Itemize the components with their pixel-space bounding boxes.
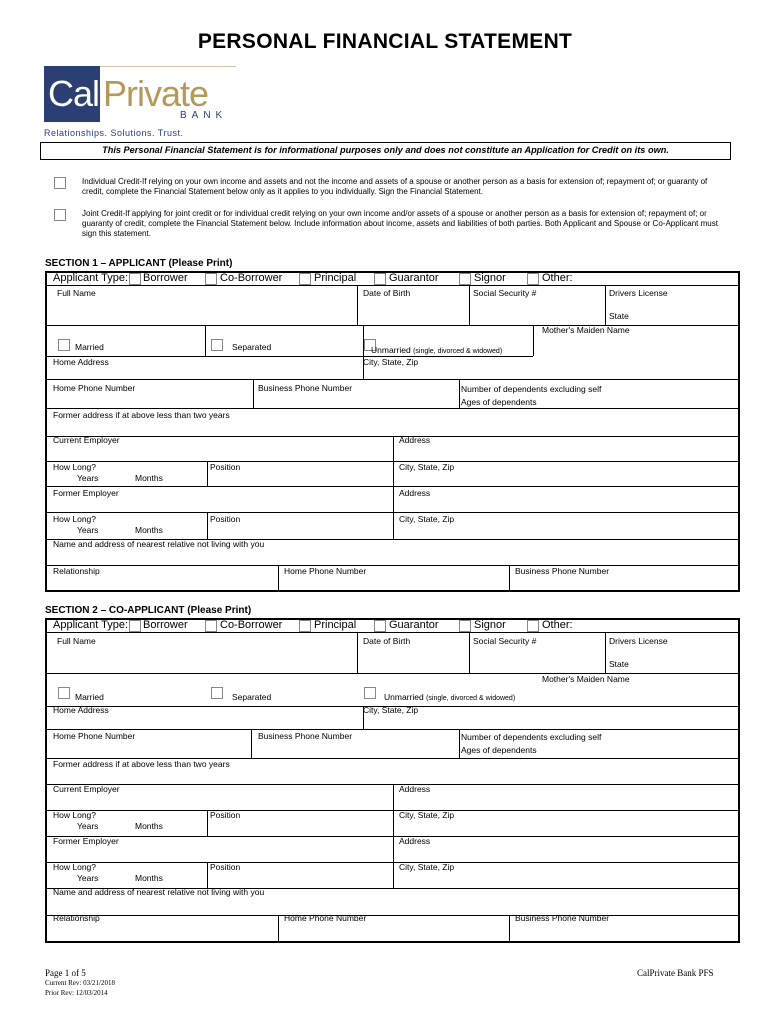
s2-ssn-field[interactable]: Social Security # [473,636,537,646]
joint-credit-checkbox[interactable] [54,209,66,221]
s1-dependents-field[interactable]: Number of dependents excluding self [461,384,602,394]
s1-former-years-label: Years [77,525,99,535]
s2-employer-address-field[interactable]: Address [399,784,431,794]
s1-guarantor-checkbox[interactable] [374,273,386,285]
joint-credit-text: Joint Credit-If applying for joint credit or for individual credit relying on your own income and/or assets of a spouse or another person as a basis for extension of; repayment of; or guaranty of credit, complete the Financial Statement below. Include information about income, assets and liabilities of both parties. Both Applicant and Spouse or Co-Applicant must sign this statement. [82,209,718,238]
s2-married-checkbox[interactable] [58,687,70,699]
s2-unmarried-note: (single, divorced & widowed) [426,695,516,702]
s2-co-borrower-checkbox[interactable] [205,620,217,632]
s1-rel-business-phone-field[interactable]: Business Phone Number [515,566,610,576]
s2-home-address-field[interactable]: Home Address [53,705,109,715]
s1-business-phone-field[interactable]: Business Phone Number [258,383,353,393]
s1-months-label: Months [135,473,163,483]
s1-signor-label: Signor [474,272,506,284]
s2-other-checkbox[interactable] [527,620,539,632]
logo-rule [100,66,236,67]
s1-drivers-license-field[interactable]: Drivers License [609,288,668,298]
s2-former-address-field[interactable]: Former address if at above less than two years [53,759,230,769]
s1-rel-home-phone-field[interactable]: Home Phone Number [284,566,367,576]
s1-separated-checkbox[interactable] [211,339,223,351]
s2-dob-field[interactable]: Date of Birth [363,636,411,646]
s2-ages-field[interactable]: Ages of dependents [461,745,537,755]
s2-guarantor-label: Guarantor [389,619,439,631]
s1-employer-city-field[interactable]: City, State, Zip [399,462,455,472]
s2-years-label: Years [77,821,99,831]
s2-how-long-field[interactable]: How Long? [53,810,97,820]
s1-years-label: Years [77,473,99,483]
logo-bank: BANK [180,110,228,121]
s2-former-position-field[interactable]: Position [210,862,241,872]
s1-other-label: Other: [542,272,573,284]
s1-separated-label: Separated [232,342,272,352]
s2-separated-label: Separated [232,692,272,702]
s1-borrower-label: Borrower [143,272,188,284]
s1-unmarried-note: (single, divorced & widowed) [413,348,503,355]
s2-business-phone-field[interactable]: Business Phone Number [258,731,353,741]
s1-former-city-field[interactable]: City, State, Zip [399,514,455,524]
section2-title: SECTION 2 – CO-APPLICANT (Please Print) [45,605,252,616]
section1-title: SECTION 1 – APPLICANT (Please Print) [45,258,233,269]
s1-former-months-label: Months [135,525,163,535]
disclaimer-box [40,142,731,160]
s2-former-months-label: Months [135,873,163,883]
logo-word-cal: Cal [48,73,100,114]
s2-former-how-long-field[interactable]: How Long? [53,862,97,872]
s2-married-label: Married [75,692,104,702]
s2-guarantor-checkbox[interactable] [374,620,386,632]
s1-type-label: Applicant Type: [53,272,129,284]
s1-dob-field[interactable]: Date of Birth [363,288,411,298]
logo-tagline: Relationships. Solutions. Trust. [44,128,184,138]
s2-position-field[interactable]: Position [210,810,241,820]
s2-signor-label: Signor [474,619,506,631]
s2-unmarried-label [384,692,515,702]
s2-full-name-field[interactable]: Full Name [57,636,96,646]
s2-current-employer-field[interactable]: Current Employer [53,784,120,794]
s2-relative-field[interactable]: Name and address of nearest relative not living with you [53,887,265,897]
s2-principal-checkbox[interactable] [299,620,311,632]
s2-borrower-label: Borrower [143,619,188,631]
s2-signor-checkbox[interactable] [459,620,471,632]
s1-home-address-field[interactable]: Home Address [53,357,109,367]
s2-months-label: Months [135,821,163,831]
s1-co-borrower-label: Co-Borrower [220,272,283,284]
footer-current-rev: Current Rev: 03/21/2018 [45,979,115,987]
s2-rel-home-phone-field[interactable]: Home Phone Number [284,913,367,923]
s2-state-field[interactable]: State [609,659,629,669]
logo-word-private: Private [103,73,209,114]
individual-credit-text: Individual Credit-If relying on your own income and assets and not the income and assets of a spouse or another person as a basis for extension of; repayment of; or guaranty of credit, complete the Financial Statement below only as it applies to you individually. Sign the Financial Statement. [82,177,708,196]
s1-relative-field[interactable]: Name and address of nearest relative not living with you [53,539,265,549]
footer-page: Page 1 of 5 [45,968,86,978]
s2-co-borrower-label: Co-Borrower [220,619,283,631]
s2-unmarried-text: Unmarried [384,692,424,702]
s2-former-years-label: Years [77,873,99,883]
s1-former-employer-field[interactable]: Former Employer [53,488,119,498]
s1-how-long-field[interactable]: How Long? [53,462,97,472]
s2-home-phone-field[interactable]: Home Phone Number [53,731,136,741]
s2-former-employer-address-field[interactable]: Address [399,836,431,846]
s2-principal-label: Principal [314,619,357,631]
s1-mothers-maiden-field[interactable]: Mother's Maiden Name [542,325,630,335]
s1-city-state-zip-field[interactable]: City, State, Zip [363,357,419,367]
s1-borrower-checkbox[interactable] [129,273,141,285]
s1-guarantor-label: Guarantor [389,272,439,284]
s1-ages-field[interactable]: Ages of dependents [461,397,537,407]
s1-former-how-long-field[interactable]: How Long? [53,514,97,524]
s1-principal-checkbox[interactable] [299,273,311,285]
s1-ssn-field[interactable]: Social Security # [473,288,537,298]
s1-unmarried-text: Unmarried [371,345,411,355]
s2-other-label: Other: [542,619,573,631]
s2-relationship-field[interactable]: Relationship [53,913,100,923]
s1-unmarried-label [371,345,502,355]
s2-mothers-maiden-field[interactable]: Mother's Maiden Name [542,674,630,684]
s1-former-address-field[interactable]: Former address if at above less than two years [53,410,230,420]
bank-logo [44,66,236,140]
s2-drivers-license-field[interactable]: Drivers License [609,636,668,646]
s1-married-label: Married [75,342,104,352]
s1-employer-address-field[interactable]: Address [399,435,431,445]
s1-relationship-field[interactable]: Relationship [53,566,100,576]
s2-former-employer-field[interactable]: Former Employer [53,836,119,846]
individual-credit-checkbox[interactable] [54,177,66,189]
s1-co-borrower-checkbox[interactable] [205,273,217,285]
s1-state-field[interactable]: State [609,311,629,321]
s2-unmarried-checkbox[interactable] [364,687,376,699]
s2-rel-business-phone-field[interactable]: Business Phone Number [515,913,610,923]
s2-former-city-field[interactable]: City, State, Zip [399,862,455,872]
footer-right: CalPrivate Bank PFS [637,968,714,978]
disclaimer-text: This Personal Financial Statement is for informational purposes only and does not constitute an Application for Credit on its own. [102,145,669,155]
s2-employer-city-field[interactable]: City, State, Zip [399,810,455,820]
s1-current-employer-field[interactable]: Current Employer [53,435,120,445]
s2-city-state-zip-field[interactable]: City, State, Zip [363,705,419,715]
s1-former-position-field[interactable]: Position [210,514,241,524]
s1-position-field[interactable]: Position [210,462,241,472]
s1-former-employer-address-field[interactable]: Address [399,488,431,498]
s1-other-checkbox[interactable] [527,273,539,285]
s1-signor-checkbox[interactable] [459,273,471,285]
s2-dependents-field[interactable]: Number of dependents excluding self [461,732,602,742]
s2-type-label: Applicant Type: [53,619,129,631]
footer-prior-rev: Prior Rev: 12/03/2014 [45,989,108,997]
s1-full-name-field[interactable]: Full Name [57,288,96,298]
s1-principal-label: Principal [314,272,357,284]
s2-separated-checkbox[interactable] [211,687,223,699]
s1-home-phone-field[interactable]: Home Phone Number [53,383,136,393]
s2-borrower-checkbox[interactable] [129,620,141,632]
s1-married-checkbox[interactable] [58,339,70,351]
page-title: PERSONAL FINANCIAL STATEMENT [197,30,573,53]
